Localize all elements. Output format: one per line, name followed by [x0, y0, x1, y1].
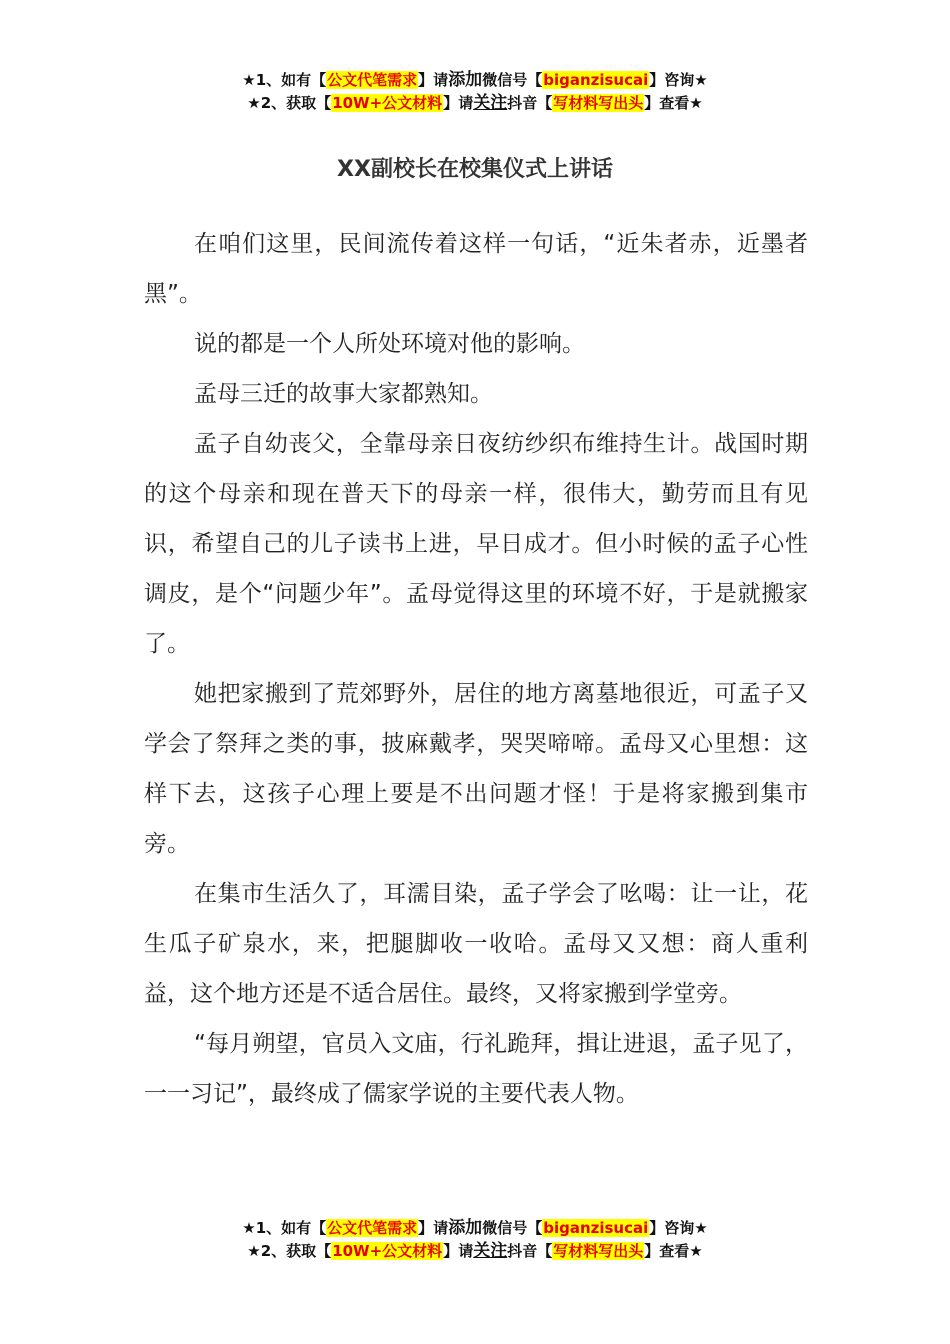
banner-text: 抖音【: [507, 94, 553, 112]
banner-text: 】查看★: [644, 94, 703, 112]
banner-highlight: 写材料写出头: [553, 1242, 644, 1260]
banner-text: 】请: [418, 71, 449, 89]
paragraph: 她把家搬到了荒郊野外，居住的地方离墓地很近，可孟子又学会了祭拜之类的事，披麻戴孝，哭哭啼啼。孟母又心里想：这样下去，这孩子心理上要是不出问题才怪！于是将家搬到集市旁。: [144, 681, 808, 857]
banner-emphasis: 关注: [473, 1241, 508, 1261]
banner-text: 】请: [443, 1242, 474, 1260]
paragraph: 孟母三迁的故事大家都熟知。: [194, 381, 493, 407]
banner-emphasis: 添加: [448, 1218, 483, 1238]
banner-text: 】咨询★: [649, 71, 708, 89]
banner-text: ★2、获取【: [247, 1242, 332, 1260]
banner-text: 抖音【: [507, 1242, 553, 1260]
banner-emphasis: 关注: [473, 93, 508, 113]
banner-highlight: 10W+公文材料: [332, 1242, 443, 1260]
header-banner: [0, 69, 950, 115]
banner-line-1: [0, 1217, 950, 1240]
paragraph: 在咱们这里，民间流传着这样一句话，“近朱者赤，近墨者黑”。: [144, 231, 808, 307]
banner-emphasis: 添加: [448, 70, 483, 90]
paragraph: 说的都是一个人所处环境对他的影响。: [194, 331, 585, 357]
paragraph: “每月朔望，官员入文庙，行礼跪拜，揖让进退，孟子见了，一一习记”，最终成了儒家学说的主要代表人物。: [144, 1031, 808, 1107]
banner-text: 微信号【: [482, 1219, 543, 1237]
banner-highlight: biganzisucai: [543, 71, 649, 89]
banner-text: ★1、如有【: [242, 71, 327, 89]
banner-highlight: 公文代笔需求: [327, 71, 418, 89]
banner-highlight: biganzisucai: [543, 1219, 649, 1237]
paragraph: 孟子自幼丧父，全靠母亲日夜纺纱织布维持生计。战国时期的这个母亲和现在普天下的母亲一样，很伟大，勤劳而且有见识，希望自己的儿子读书上进，早日成才。但小时候的孟子心性调皮，是个“问题少年”。孟母觉得这里的环境不好，于是就搬家了。: [144, 431, 808, 657]
banner-text: 】咨询★: [649, 1219, 708, 1237]
banner-line-1: [0, 69, 950, 92]
banner-text: 微信号【: [482, 71, 543, 89]
paragraph: 在集市生活久了，耳濡目染，孟子学会了吆喝：让一让，花生瓜子矿泉水，来，把腿脚收一收哈。孟母又又想：商人重利益，这个地方还是不适合居住。最终，又将家搬到学堂旁。: [144, 881, 808, 1007]
banner-highlight: 写材料写出头: [553, 94, 644, 112]
document-body: [144, 219, 808, 1119]
banner-line-2: [0, 92, 950, 115]
banner-text: 】请: [418, 1219, 449, 1237]
banner-line-2: [0, 1240, 950, 1263]
banner-text: 】查看★: [644, 1242, 703, 1260]
banner-highlight: 公文代笔需求: [327, 1219, 418, 1237]
footer-banner: [0, 1217, 950, 1263]
banner-text: ★2、获取【: [247, 94, 332, 112]
document-title: XX副校长在校集仪式上讲话: [337, 157, 613, 182]
banner-highlight: 10W+公文材料: [332, 94, 443, 112]
banner-text: ★1、如有【: [242, 1219, 327, 1237]
banner-text: 】请: [443, 94, 474, 112]
